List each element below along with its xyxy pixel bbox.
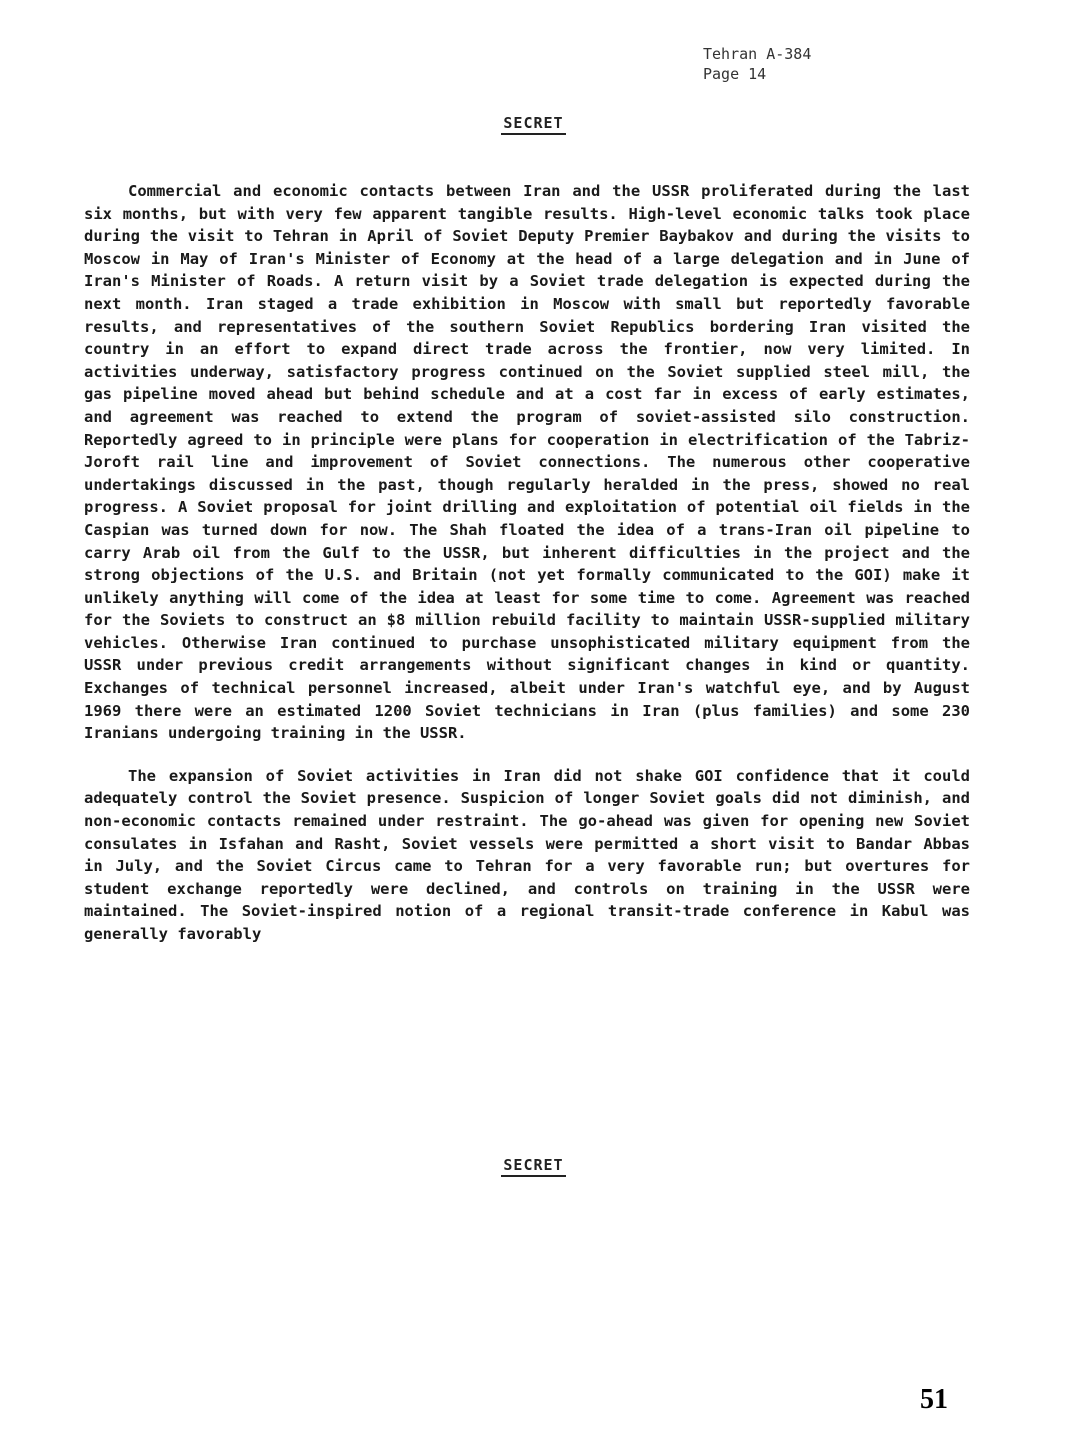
classification-text: SECRET: [501, 1156, 565, 1177]
document-reference: [703, 44, 883, 84]
page-number: 51: [920, 1384, 948, 1415]
paragraph: Commercial and economic contacts between Iran and the USSR proliferated during the last six months, but with very few apparent tangible results. High-level economic talks took place during the visit to Tehran in April of Soviet Deputy Premier Baybakov and during the visits to Moscow in May of Iran's Minister of Economy at the head of a large delegation and in June of Iran's Minister of Roads. A return visit by a Soviet trade delegation is expected during the next month. Iran staged a trade exhibition in Moscow with small but reportedly favorable results, and representatives of the southern Soviet Republics bordering Iran visited the country in an effort to expand direct trade across the frontier, now very limited. In activities underway, satisfactory progress continued on the Soviet supplied steel mill, the gas pipeline moved ahead but behind schedule and at a cost far in excess of early estimates, and agreement was reached to extend the program of soviet-assisted silo construction. Reportedly agreed to in principle were plans for cooperation in electrification of the Tabriz-Joroft rail line and improvement of Soviet connections. The numerous other cooperative undertakings discussed in the past, though regularly heralded in the press, showed no real progress. A Soviet proposal for joint drilling and exploitation of potential oil fields in the Caspian was turned down for now. The Shah floated the idea of a trans-Iran oil pipeline to carry Arab oil from the Gulf to the USSR, but inherent difficulties in the project and the strong objections of the U.S. and Britain (not yet formally communicated to the GOI) make it unlikely anything will come of the idea at least for some time to come. Agreement was reached for the Soviets to construct an $8 million rebuild facility to maintain USSR-supplied military vehicles. Otherwise Iran continued to purchase unsophisticated military equipment from the USSR under previous credit arrangements without significant changes in kind or quantity. Exchanges of technical personnel increased, albeit under Iran's watchful eye, and by August 1969 there were an estimated 1200 Soviet technicians in Iran (plus families) and some 230 Iranians undergoing training in the USSR.: [84, 182, 970, 743]
document-body: [84, 180, 970, 966]
classification-text: SECRET: [501, 114, 565, 135]
classification-marking-top: [0, 114, 1067, 132]
page-label: Page 14: [703, 65, 767, 83]
paragraph: The expansion of Soviet activities in Iran did not shake GOI confidence that it could adequately control the Soviet presence. Suspicion of longer Soviet goals did not diminish, and non-economic contacts remained under restraint. The go-ahead was given for opening new Soviet consulates in Isfahan and Rasht, Soviet vessels were permitted a short visit to Bandar Abbas in July, and the Soviet Circus came to Tehran for a very favorable run; but overtures for student exchange reportedly were declined, and controls on training in the USSR were maintained. The Soviet-inspired notion of a regional transit-trade conference in Kabul was generally favorably: [84, 766, 970, 943]
classification-marking-bottom: [0, 1156, 1067, 1174]
reference-number: Tehran A-384: [703, 45, 812, 63]
